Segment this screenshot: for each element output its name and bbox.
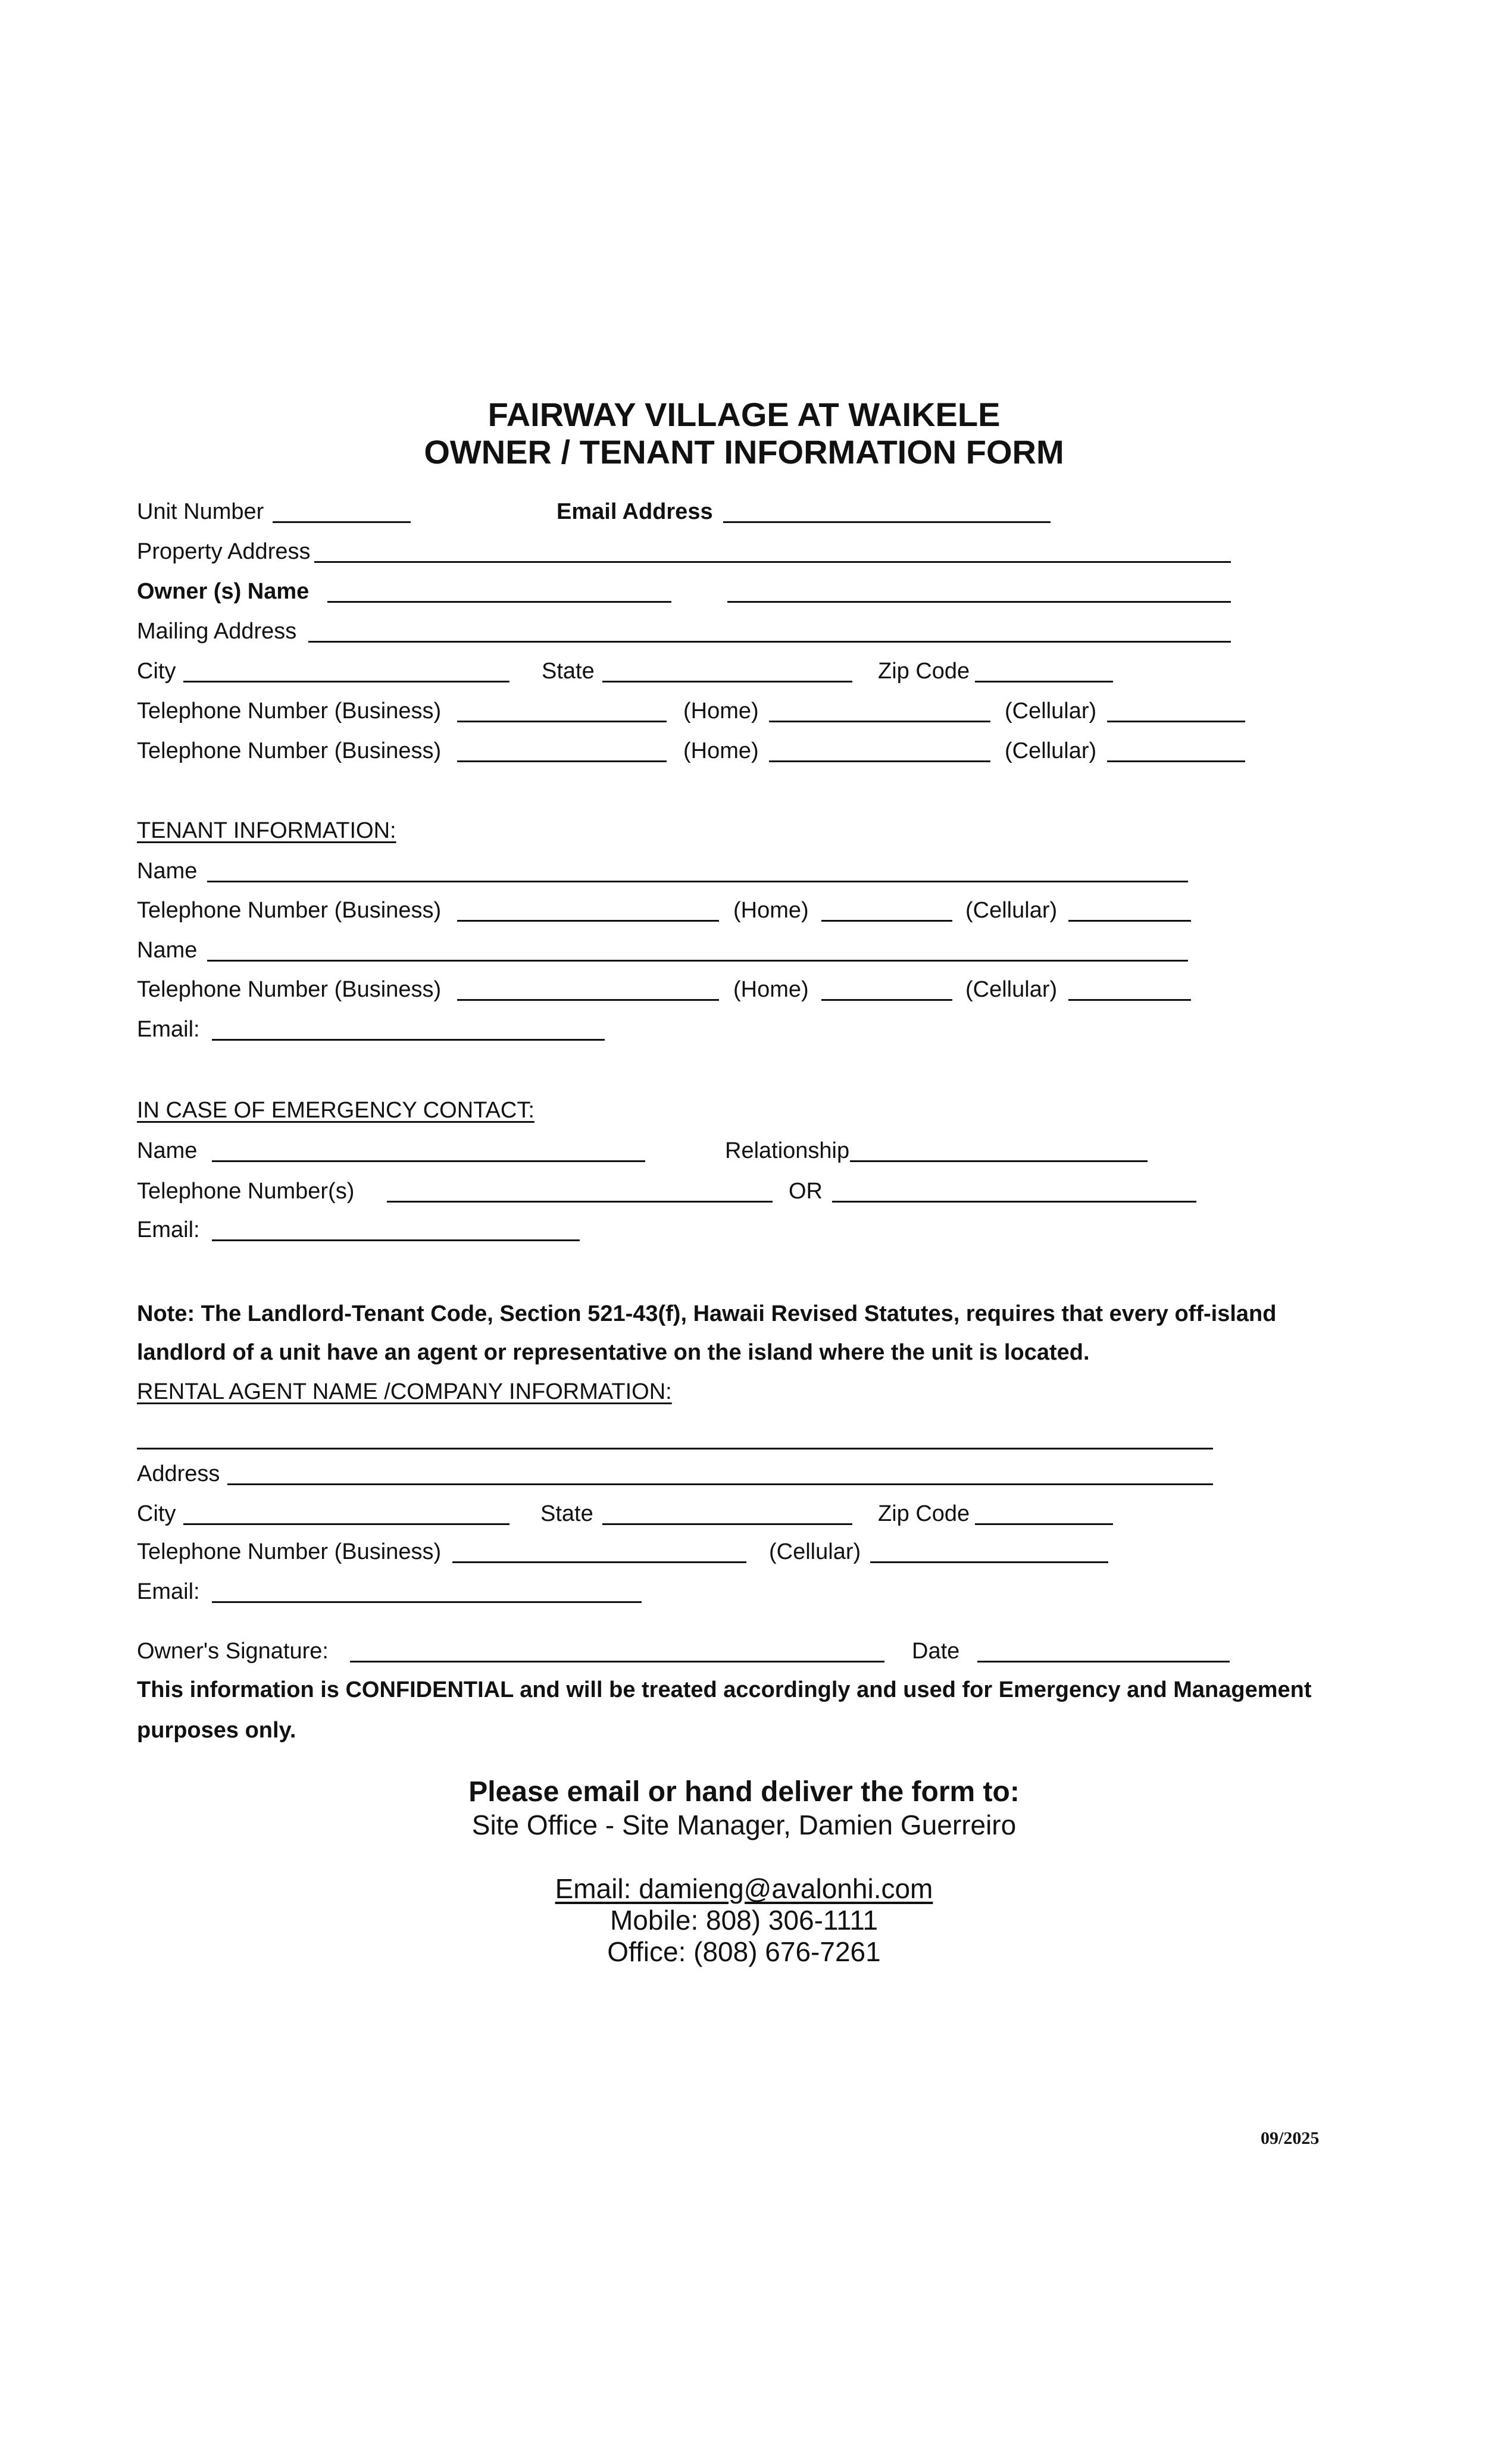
email-address-label: Email Address	[557, 499, 713, 524]
or-label: OR	[789, 1179, 823, 1204]
note-line-1: Note: The Landlord-Tenant Code, Section 521-43(f), Hawaii Revised Statutes, requires that every off-island	[137, 1301, 1277, 1326]
emergency-telephone-label: Telephone Number(s)	[137, 1179, 355, 1204]
rental-agent-heading: RENTAL AGENT NAME /COMPANY INFORMATION:	[137, 1379, 672, 1404]
zip-code-label: Zip Code	[878, 659, 970, 684]
tenant-1-home-field[interactable]	[821, 920, 952, 922]
confidential-line-1: This information is CONFIDENTIAL and will be treated accordingly and used for Emergency and Management	[137, 1677, 1312, 1702]
owner-2-telephone-business-label: Telephone Number (Business)	[137, 738, 442, 763]
emergency-name-label: Name	[137, 1138, 198, 1163]
emergency-name-field[interactable]	[212, 1160, 645, 1162]
tenant-2-name-label: Name	[137, 938, 198, 963]
relationship-field[interactable]	[850, 1160, 1148, 1162]
revision-date: 09/2025	[1261, 2128, 1320, 2148]
city-label: City	[137, 659, 176, 684]
state-label: State	[542, 659, 595, 684]
date-label: Date	[912, 1639, 960, 1664]
emergency-email-field[interactable]	[212, 1239, 580, 1241]
rental-email-field[interactable]	[212, 1601, 642, 1603]
tenant-2-telephone-business-field[interactable]	[457, 999, 719, 1001]
delivery-heading: Please email or hand deliver the form to:	[468, 1776, 1020, 1808]
rental-city-label: City	[137, 1501, 176, 1526]
owner-2-home-label: (Home)	[683, 738, 759, 763]
tenant-1-telephone-business-field[interactable]	[457, 920, 719, 922]
owner-1-telephone-business-label: Telephone Number (Business)	[137, 699, 442, 724]
tenant-1-name-field[interactable]	[207, 881, 1188, 882]
tenant-1-telephone-business-label: Telephone Number (Business)	[137, 898, 442, 923]
emergency-telephone-field-1[interactable]	[387, 1201, 773, 1203]
owners-signature-field[interactable]	[350, 1661, 884, 1663]
owner-1-cellular-label: (Cellular)	[1005, 699, 1097, 724]
delivery-email-link[interactable]: Email: damieng@avalonhi.com	[555, 1873, 933, 1904]
zip-code-field[interactable]	[975, 681, 1113, 682]
note-line-2: landlord of a unit have an agent or representative on the island where the unit is located.	[137, 1340, 1090, 1365]
property-address-label: Property Address	[137, 539, 311, 564]
owner-2-cellular-label: (Cellular)	[1005, 738, 1097, 763]
mailing-address-label: Mailing Address	[137, 619, 297, 644]
owner-name-field-2[interactable]	[727, 601, 1231, 603]
date-field[interactable]	[977, 1661, 1230, 1663]
tenant-2-home-label: (Home)	[733, 977, 809, 1002]
tenant-2-cellular-label: (Cellular)	[965, 977, 1058, 1002]
relationship-label: Relationship	[725, 1138, 850, 1163]
unit-number-field[interactable]	[273, 521, 411, 523]
owner-name-field-1[interactable]	[327, 601, 671, 603]
property-address-field[interactable]	[314, 561, 1231, 563]
emergency-email-label: Email:	[137, 1217, 200, 1242]
owners-signature-label: Owner's Signature:	[137, 1639, 329, 1664]
site-office-line: Site Office - Site Manager, Damien Guerreiro	[471, 1809, 1017, 1840]
form-title-line-2: OWNER / TENANT INFORMATION FORM	[424, 433, 1064, 471]
rental-state-field[interactable]	[602, 1523, 852, 1525]
rental-agent-name-field[interactable]	[137, 1448, 1213, 1449]
tenant-1-cellular-field[interactable]	[1068, 920, 1191, 922]
rental-telephone-business-label: Telephone Number (Business)	[137, 1539, 442, 1564]
unit-number-label: Unit Number	[137, 499, 264, 524]
city-field[interactable]	[183, 681, 509, 682]
mailing-address-field[interactable]	[308, 641, 1231, 643]
rental-zip-code-field[interactable]	[975, 1523, 1113, 1525]
owner-1-telephone-business-field[interactable]	[457, 721, 667, 722]
delivery-mobile: Mobile: 808) 306-1111	[609, 1905, 879, 1936]
owner-1-cellular-field[interactable]	[1107, 721, 1245, 722]
owner-1-home-label: (Home)	[683, 699, 759, 724]
emergency-telephone-field-2[interactable]	[832, 1201, 1196, 1203]
form-title-line-1: FAIRWAY VILLAGE AT WAIKELE	[487, 396, 1001, 433]
owner-2-home-field[interactable]	[769, 760, 990, 762]
rental-zip-code-label: Zip Code	[878, 1501, 970, 1526]
rental-address-field[interactable]	[227, 1483, 1213, 1485]
rental-address-label: Address	[137, 1461, 220, 1486]
rental-state-label: State	[540, 1501, 593, 1526]
state-field[interactable]	[602, 681, 852, 682]
rental-cellular-label: (Cellular)	[769, 1539, 861, 1564]
tenant-information-heading: TENANT INFORMATION:	[137, 818, 396, 843]
tenant-email-field[interactable]	[212, 1039, 605, 1041]
tenant-2-name-field[interactable]	[207, 960, 1188, 962]
email-address-field[interactable]	[723, 521, 1051, 523]
tenant-2-telephone-business-label: Telephone Number (Business)	[137, 977, 442, 1002]
tenant-1-name-label: Name	[137, 859, 198, 884]
rental-telephone-business-field[interactable]	[452, 1561, 746, 1563]
tenant-2-home-field[interactable]	[821, 999, 952, 1001]
owners-name-label: Owner (s) Name	[137, 579, 310, 604]
confidential-line-2: purposes only.	[137, 1718, 296, 1743]
rental-email-label: Email:	[137, 1579, 200, 1604]
emergency-contact-heading: IN CASE OF EMERGENCY CONTACT:	[137, 1098, 534, 1123]
tenant-1-home-label: (Home)	[733, 898, 809, 923]
owner-2-telephone-business-field[interactable]	[457, 760, 667, 762]
tenant-email-label: Email:	[137, 1017, 200, 1042]
owner-2-cellular-field[interactable]	[1107, 760, 1245, 762]
delivery-office: Office: (808) 676-7261	[607, 1936, 881, 1967]
tenant-2-cellular-field[interactable]	[1068, 999, 1191, 1001]
tenant-1-cellular-label: (Cellular)	[965, 898, 1058, 923]
rental-city-field[interactable]	[183, 1523, 509, 1525]
owner-1-home-field[interactable]	[769, 721, 990, 722]
rental-cellular-field[interactable]	[870, 1561, 1108, 1563]
